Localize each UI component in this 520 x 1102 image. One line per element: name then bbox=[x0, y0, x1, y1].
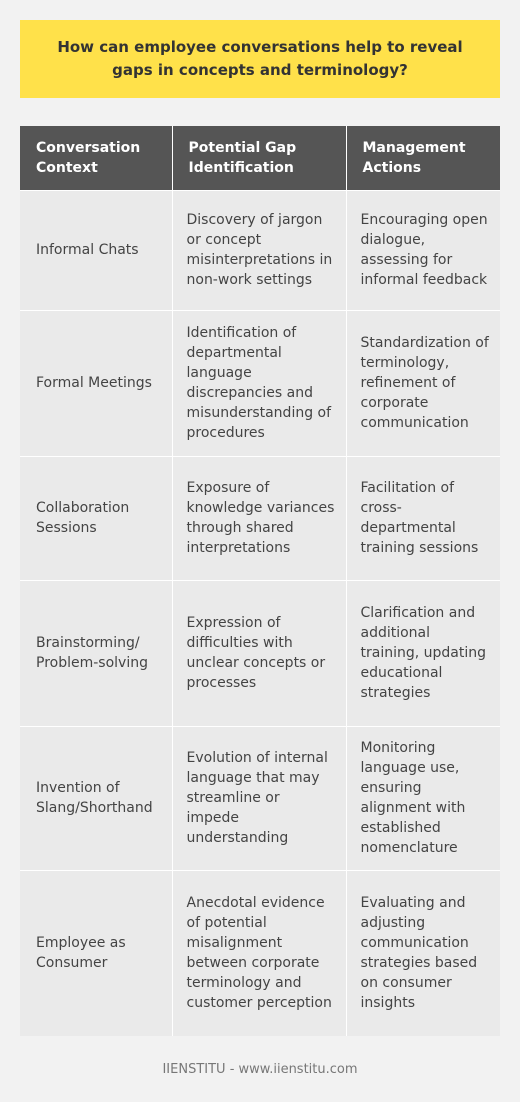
table-row bbox=[20, 580, 500, 726]
footer-credit: IIENSTITU - www.iienstitu.com bbox=[162, 1062, 358, 1077]
table-row bbox=[20, 870, 500, 1036]
cell-gap: Identification of departmental language discrepancies and misunderstanding of procedures bbox=[172, 310, 346, 456]
table-row bbox=[20, 456, 500, 580]
cell-gap: Anecdotal evidence of potential misalignment between corporate terminology and customer perception bbox=[172, 870, 346, 1036]
cell-gap: Exposure of knowledge variances through shared interpretations bbox=[172, 456, 346, 580]
title-banner bbox=[20, 20, 500, 98]
cell-gap: Evolution of internal language that may streamline or impede understanding bbox=[172, 726, 346, 870]
cell-context: Informal Chats bbox=[20, 190, 172, 310]
cell-context: Employee as Consumer bbox=[20, 870, 172, 1036]
cell-action: Clarification and additional training, updating educational strategies bbox=[346, 580, 500, 726]
comparison-table bbox=[20, 126, 500, 1036]
table-body bbox=[20, 190, 500, 1036]
cell-action: Encouraging open dialogue, assessing for informal feedback bbox=[346, 190, 500, 310]
header-conversation-context: Conversation Context bbox=[20, 126, 172, 190]
cell-action: Standardization of terminology, refinement of corporate communication bbox=[346, 310, 500, 456]
table-header bbox=[20, 126, 500, 190]
cell-gap: Discovery of jargon or concept misinterpretations in non-work settings bbox=[172, 190, 346, 310]
cell-context: Brainstorming/ Problem-solving bbox=[20, 580, 172, 726]
cell-action: Facilitation of cross-departmental training sessions bbox=[346, 456, 500, 580]
table-row bbox=[20, 726, 500, 870]
table-row bbox=[20, 190, 500, 310]
cell-action: Monitoring language use, ensuring alignment with established nomenclature bbox=[346, 726, 500, 870]
header-potential-gap: Potential Gap Identification bbox=[172, 126, 346, 190]
header-management-actions: Management Actions bbox=[346, 126, 500, 190]
cell-action: Evaluating and adjusting communication strategies based on consumer insights bbox=[346, 870, 500, 1036]
cell-context: Formal Meetings bbox=[20, 310, 172, 456]
cell-context: Collaboration Sessions bbox=[20, 456, 172, 580]
page-title: How can employee conversations help to reveal gaps in concepts and terminology? bbox=[57, 38, 463, 79]
cell-context: Invention of Slang/Shorthand bbox=[20, 726, 172, 870]
table-row bbox=[20, 310, 500, 456]
cell-gap: Expression of difficulties with unclear concepts or processes bbox=[172, 580, 346, 726]
header-row bbox=[20, 126, 500, 190]
